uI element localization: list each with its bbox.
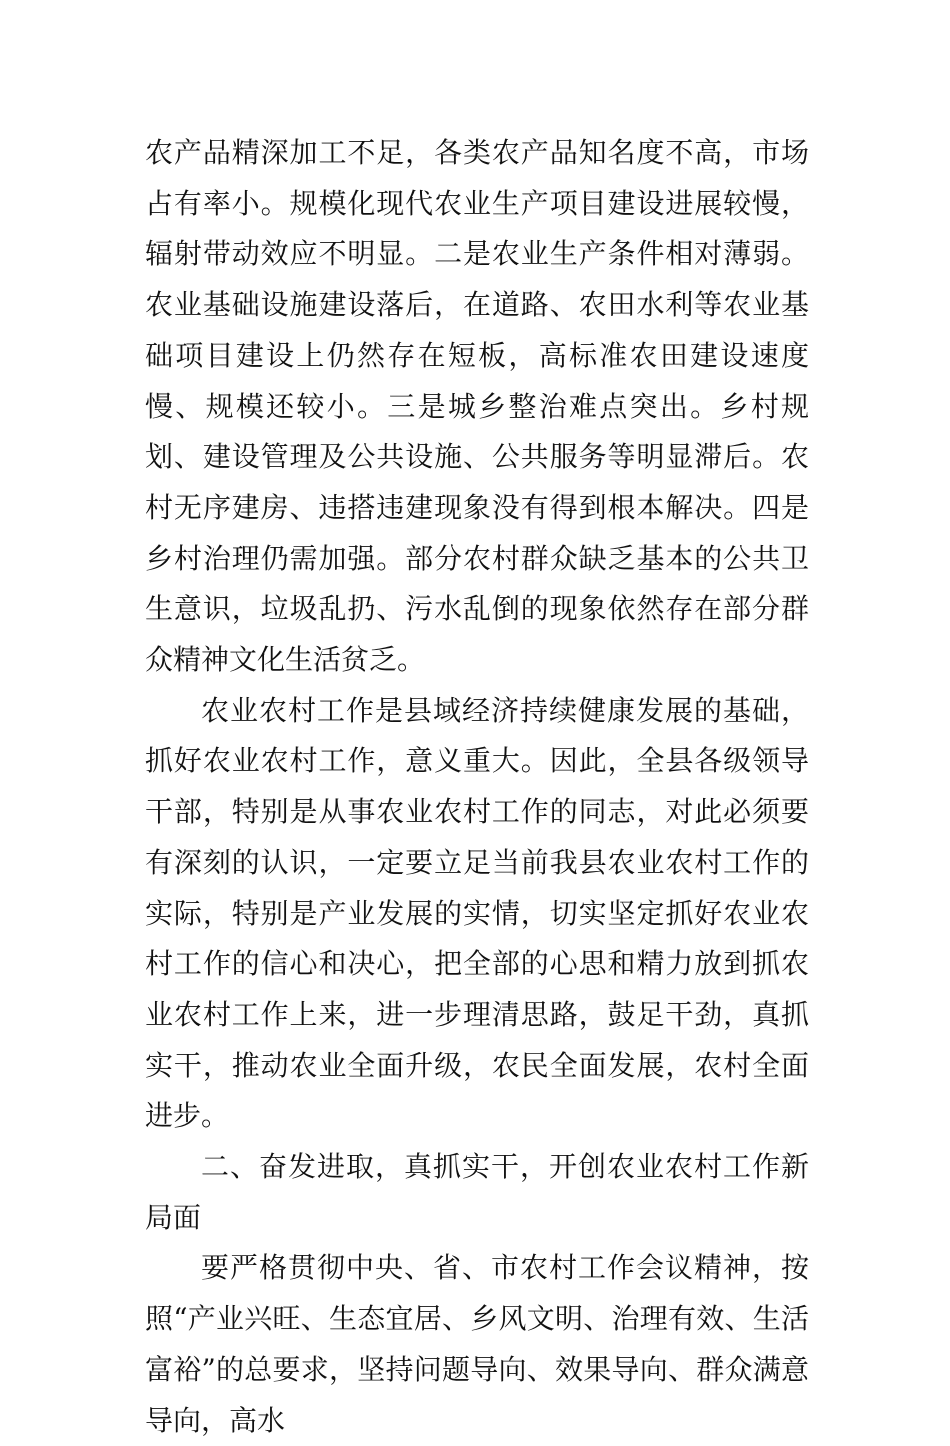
- paragraph-continued: 农产品精深加工不足，各类农产品知名度不高，市场占有率小。规模化现代农业生产项目建设进展较慢，辐射带动效应不明显。二是农业生产条件相对薄弱。农业基础设施建设落后，在道路、农田水利等农业基础项目建设上仍然存在短板，高标准农田建设速度慢、规模还较小。三是城乡整治难点突出。乡村规划、建设管理及公共设施、公共服务等明显滞后。农村无序建房、违搭违建现象没有得到根本解决。四是乡村治理仍需加强。部分农村群众缺乏基本的公共卫生意识，垃圾乱扔、污水乱倒的现象依然存在部分群众精神文化生活贫乏。: [145, 136, 809, 677]
- paragraph: 农业农村工作是县域经济持续健康发展的基础，抓好农业农村工作，意义重大。因此，全县各级领导干部，特别是从事农业农村工作的同志，对此必须要有深刻的认识，一定要立足当前我县农业农村工作的实际，特别是产业发展的实情，切实坚定抓好农业农村工作的信心和决心，把全部的心思和精力放到抓农业农村工作上来，进一步理清思路，鼓足干劲，真抓实干，推动农业全面升级，农民全面发展，农村全面进步。: [145, 693, 809, 1133]
- document-body: [145, 128, 809, 1446]
- section-heading: 二、奋发进取，真抓实干，开创农业农村工作新局面: [145, 1150, 809, 1234]
- paragraph: 要严格贯彻中央、省、市农村工作会议精神，按照“产业兴旺、生态宜居、乡风文明、治理有效、生活富裕”的总要求，坚持问题导向、效果导向、群众满意导向，高水: [145, 1251, 809, 1437]
